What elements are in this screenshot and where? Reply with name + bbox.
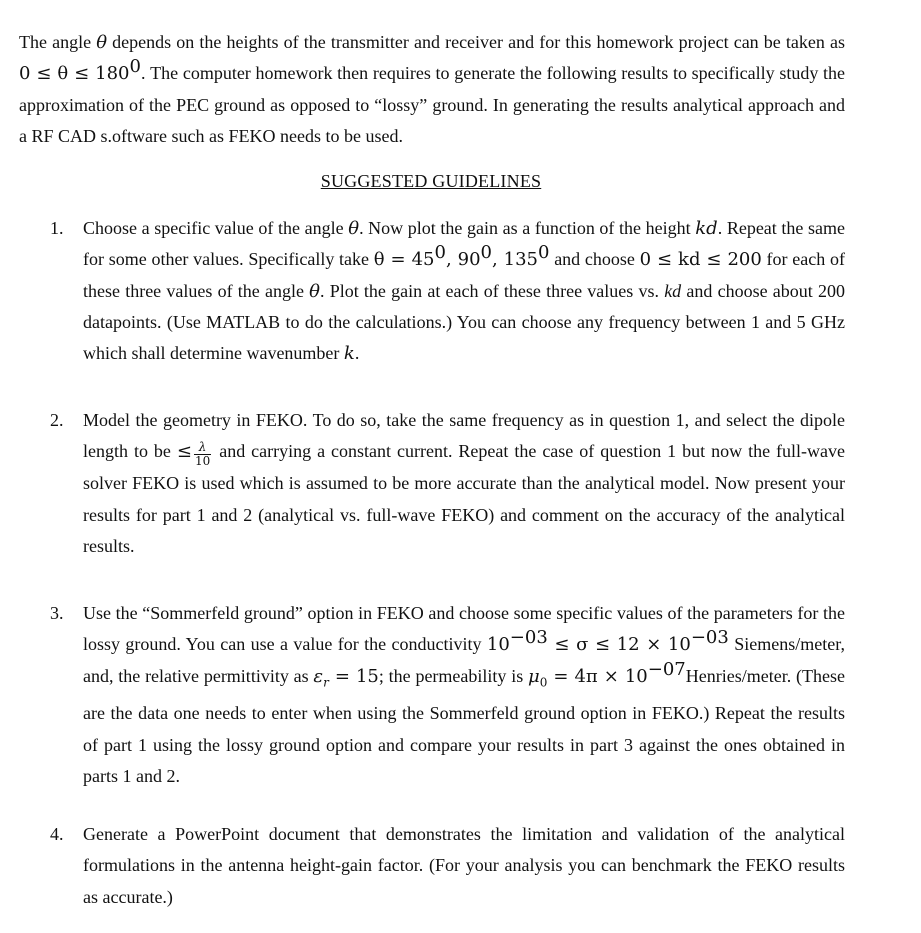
angle-range: 0 ≤ θ ≤ 180 — [19, 63, 130, 85]
item-text — [83, 598, 845, 792]
text-run: . Plot the gain at each of these three values vs. — [320, 280, 665, 301]
degree-superscript: 0 — [129, 56, 141, 78]
subscript: r — [323, 675, 329, 690]
text-run: and choose about 200 datapoints. (Use MATLAB to do the calculations.) You can choose any frequency between 1 and 5 GHz which shall determine wavenumber — [83, 280, 845, 364]
theta-symbol: θ — [348, 218, 360, 239]
intro-paragraph — [19, 27, 845, 152]
fraction-numerator: λ — [194, 441, 211, 455]
item-text: Generate a PowerPoint document that demonstrates the limitation and validation of the analytical formulations in the antenna height-gain factor. (For your analysis you can benchmark the FEKO results as accurate.) — [83, 824, 845, 907]
degree-superscript: 0 — [538, 242, 550, 264]
text-run: Choose a specific value of the angle — [83, 218, 349, 238]
text-run: ; the permeability is — [378, 665, 528, 686]
theta-symbol: θ — [96, 32, 108, 53]
kd-range: 0 ≤ kd ≤ 200 — [639, 249, 762, 271]
subscript: 0 — [539, 675, 548, 690]
text-run: Model the geometry in FEKO. To do so, take the same frequency as in question 1, and select the dipole length to be — [83, 410, 845, 462]
degree-superscript: 0 — [434, 242, 446, 264]
angle-value: , 135 — [491, 249, 539, 271]
epsilon-symbol: ε — [313, 665, 324, 687]
fraction-denominator: 10 — [194, 454, 211, 469]
item-text — [83, 213, 845, 369]
text-run: Use the “Sommerfeld ground” option in FEKO and choose some specific values of the parameters for the lossy ground. You can use a value for the conductivity — [83, 603, 845, 655]
item-number: 2. — [50, 410, 64, 430]
kd-symbol: kd — [695, 218, 718, 239]
angle-value: , 90 — [445, 249, 481, 271]
item-number: 3. — [50, 603, 64, 623]
section-heading: SUGGESTED GUIDELINES — [320, 171, 542, 191]
degree-superscript: 0 — [480, 242, 492, 264]
text-run: . Repeat the same for some other values. Specifically take — [83, 218, 845, 270]
permittivity-value: = 15 — [328, 665, 379, 687]
mu-symbol: μ — [528, 665, 540, 687]
item-number: 1. — [50, 218, 64, 238]
text-run: and carrying a constant current. Repeat the case of question 1 but now the full-wave solver FEKO is used which is assumed to be more accurate than the analytical model. Now present your results for part 1 and 2 (analytical vs. full-wave FEKO) and comment on the accuracy of the analytical results. — [83, 441, 845, 556]
intro-text: . The computer homework then requires to generate the following results to specifically study the approximation of the PEC ground as opposed to “lossy” ground. In generating the results analytical approach and a RF CAD s.oftware such as FEKO needs to be used. — [19, 63, 846, 146]
text-run: for each of these three values of the angle — [83, 249, 845, 301]
exponent: −03 — [509, 627, 548, 649]
item-text — [83, 405, 845, 562]
permeability-value: = 4π × 10 — [547, 665, 648, 687]
text-run: . — [354, 343, 360, 364]
intro-text: depends on the heights of the transmitter and receiver and for this homework project can be taken as — [107, 32, 846, 52]
text-run: Henries/meter. (These are the data one needs to enter when using the Sommerfeld ground option in FEKO.) Repeat the results of part 1 using the lossy ground option and compare your results in part 3 against the ones obtained in parts 1 and 2. — [83, 665, 845, 787]
less-equal-symbol: ≤ — [176, 441, 192, 463]
conductivity-value: ≤ σ ≤ 12 × 10 — [547, 634, 691, 656]
angle-value: θ = 45 — [373, 249, 435, 271]
lambda-over-ten-fraction — [194, 441, 211, 468]
text-run: . Now plot the gain as a function of the height — [359, 218, 696, 238]
text-run: Siemens/meter, and, the relative permittivity as — [83, 634, 845, 686]
intro-text: The angle — [19, 32, 97, 52]
text-run: and choose — [549, 249, 640, 270]
exponent: −03 — [690, 627, 729, 649]
conductivity-value: 10 — [486, 634, 510, 656]
exponent: −07 — [647, 658, 686, 680]
kd-symbol: kd — [664, 280, 682, 301]
theta-symbol: θ — [309, 280, 320, 302]
k-symbol: k — [343, 343, 355, 365]
item-number: 4. — [50, 824, 64, 844]
